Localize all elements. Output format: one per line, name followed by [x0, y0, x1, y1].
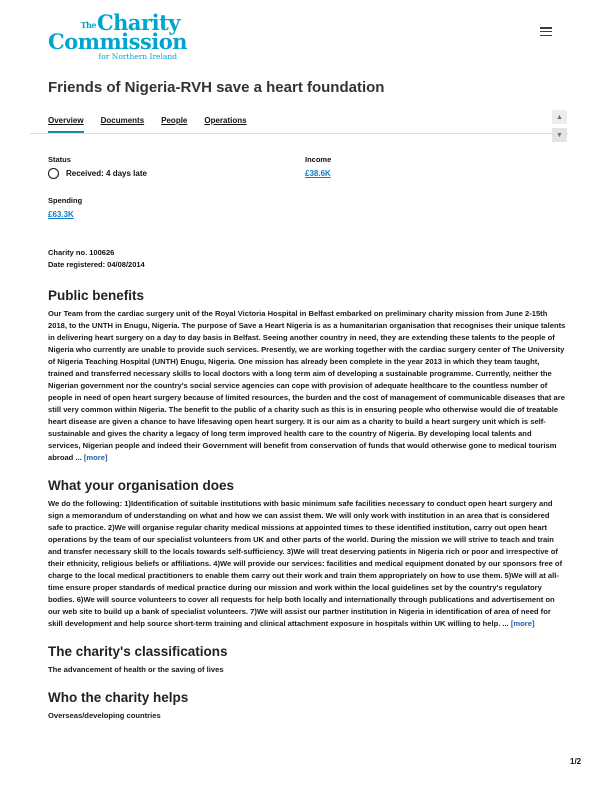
section-heading: Public benefits	[48, 288, 145, 303]
spending-value-link[interactable]: £63.3K	[48, 210, 74, 219]
section-charity-classifications	[48, 644, 566, 676]
hamburger-menu-icon[interactable]	[540, 27, 552, 38]
spending-label: Spending	[48, 196, 83, 205]
income-label: Income	[305, 155, 332, 164]
tab-people[interactable]: People	[161, 116, 188, 125]
charity-commission-logo	[48, 10, 188, 61]
section-body	[48, 498, 566, 630]
more-link[interactable]: [more]	[510, 619, 535, 628]
more-link[interactable]: [more]	[83, 453, 108, 462]
section-what-your-organisation-does	[48, 478, 566, 630]
main-content	[48, 288, 566, 736]
date-registered: Date registered: 04/08/2014	[48, 260, 145, 269]
logo-commission: Commission	[48, 29, 188, 55]
status-row	[48, 168, 147, 179]
page-title: Friends of Nigeria-RVH save a heart foundation	[48, 79, 385, 96]
section-heading: Who the charity helps	[48, 690, 189, 705]
tab-bar	[48, 116, 247, 133]
page-indicator: 1/2	[570, 757, 582, 766]
section-body-text: We do the following: 1)Identification of suitable institutions with basic minimum safe facilities necessary to conduct open heart surgery and sign a memorandum of understanding on what and how we can assist them. We will only work with institution in an area that is considered safe to practice. 2)We will organise regular charity medical missions at appointed times to these identified institution, carry out open heart operations by the team of our specialist volunteers from UK and other parts of the world. During the mission we will strive to teach and train and transfer necessary skill to the locals towards self-sufficiency. 3)We will treat deserving patients in Nigeria rich or poor and irrespective of their ethnicity, religious beliefs or affiliations. 4)We will provide our services: facilities and medical equipment donated by our sponsors free of charge to the local medical practitioners to enable them carry out their work and train them appropriately on how to use them. 5)We will at all-time ensure proper standards of medical practice during our mission and work within the local guidelines set by the country's regulatory bodies. 6)We will source volunteers to cover all requests for help both locally and internationally through publications and advertisement on our web site to build up a bank of specialist volunteers. 7)We will assist our partner institution in Nigeria in identification of area of need for skill development and help source short-term training and clinical attachment exposure in hospitals within UK willing to help. ...	[48, 499, 563, 628]
section-body	[48, 308, 566, 464]
tab-documents[interactable]: Documents	[100, 116, 145, 125]
section-heading: The charity's classifications	[48, 644, 228, 659]
charity-number: Charity no. 100626	[48, 248, 115, 257]
hamburger-bar	[540, 31, 552, 33]
section-heading: What your organisation does	[48, 478, 235, 493]
logo-charity: Charity	[96, 10, 180, 35]
hamburger-bar	[540, 35, 552, 37]
status-label: Status	[48, 155, 71, 164]
scroll-down-icon[interactable]: ▼	[552, 128, 567, 142]
logo-the: The	[80, 20, 96, 30]
section-body-text: Our Team from the cardiac surgery unit of the Royal Victoria Hospital in Belfast embarked on preliminary charity mission from June 2-15th 2018, to the UNTH in Enugu, Nigeria. The purpose of Save a Heart Nigeria is as a humanitarian organisation that recognises their unique talents in delivering heart surgery on a day to day basis in Belfast. Seeing another country in need, they are extending these talents to the people of Nigeria who currently are unable to provide such services. Presently, we are working together with the cardiac surgery center of The University of Nigeria Teaching Hospital (UNTH) Enugu, Nigeria. One mission has already been complete in the year 2013 in which they team taught, trained and transferred necessary skills to local doctors with a long term aim of developing a sustainable programme. Currently, neither the Nigerian government nor the country's social service agencies can cope with provision of adequate healthcare to the countless number of people in need of open heart surgery because of limited resources, the burden and the cost of management of communicable diseases that are still very common within Nigeria. The benefit to the public of a charity such as this is in ensuring people who otherwise would die of treatable heart disease are given a chance to have lifesaving open heart surgery. It is our aim as a charity to build a heart surgery unit which is self-sustainable and gives the charity a legacy of long term improved health care to the country of Nigeria. By developing local talents and services, Nigerian people and indeed their Government will benefit from conservation of funds that would otherwise gone to medical tourism abroad ...	[48, 309, 566, 462]
section-body: Overseas/developing countries	[48, 711, 161, 720]
income-value-link[interactable]: £38.6K	[305, 169, 331, 178]
scrollbar[interactable]	[552, 110, 567, 142]
section-public-benefits	[48, 288, 566, 464]
tabs-divider	[30, 133, 568, 134]
tab-overview[interactable]: Overview	[48, 116, 84, 133]
tab-operations[interactable]: Operations	[204, 116, 247, 125]
scroll-up-icon[interactable]: ▲	[552, 110, 567, 124]
status-circle-icon	[48, 168, 59, 179]
hamburger-bar	[540, 27, 552, 29]
section-who-the-charity-helps	[48, 690, 566, 722]
status-value: Received: 4 days late	[66, 169, 147, 178]
section-body: The advancement of health or the saving of lives	[48, 665, 224, 674]
logo-tagline: for Northern Ireland	[98, 51, 177, 61]
